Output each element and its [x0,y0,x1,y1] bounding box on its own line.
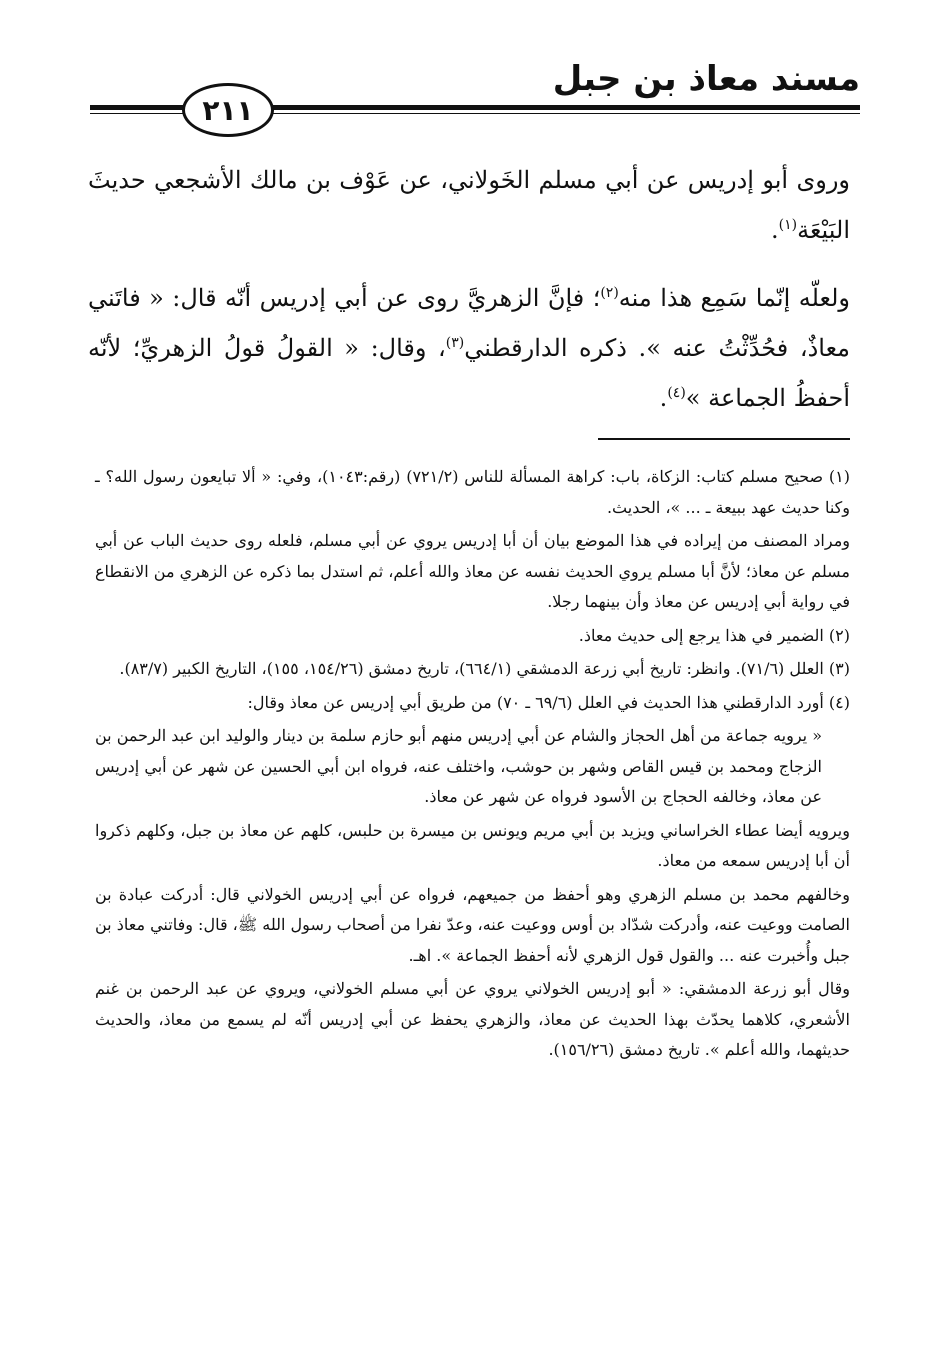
footnote-ref-2: (٢) [600,285,619,301]
footnote-1: (١) صحيح مسلم كتاب: الزكاة، باب: كراهة المسألة للناس (٧٢١/٢) (رقم:١٠٤٣)، وفي: « ألا تبايعون رسول الله؟ ـ وكنا حديث عهد ببيعة ـ ... »، الحديث. [95,467,851,517]
footnote-separator [598,438,850,440]
footnote-ref-1: (١) [778,217,798,233]
main-paragraph-2 [88,273,850,423]
main-paragraph-2-end: . [659,384,668,412]
footnote-4-quote-3: وخالفهم محمد بن مسلم الزهري وهو أحفظ من جميعهم، فرواه عن أبي إدريس الخولاني قال: أدركت عبادة بن الصامت ووعيت عنه، وأدركت شدّاد بن أوس ووعيت عنه، وعدّ نفرا من أصحاب رسول الله ﷺ، قال: وفاتني معاذ بن جبل وأُخبرت عنه ... والقول قول الزهري لأنه أحفظ الجماعة ». اهـ. [95,884,851,965]
footnote-4: (٤) أورد الدارقطني هذا الحديث في العلل (٦٩/٦ ـ ٧٠) من طريق أبي إدريس عن معاذ وقال: [247,692,850,712]
main-paragraph-1 [88,155,850,255]
main-paragraph-2-text-a: ولعلّه إنّما سَمِع هذا منه [618,284,850,312]
book-title: مسند معاذ بن جبل [552,59,860,99]
footnote-1-commentary: ومراد المصنف من إيراده في هذا الموضع بيان أن أبا إدريس يروي عن أبي مسلم، فلعله روى حديث الباب عن أبي مسلم عن معاذ؛ لأنَّ أبا مسلم يروي الحديث نفسه عن معاذ والله أعلم، ثم استدل بما ذكره عن الزهري من الانقطاع في رواية أبي إدريس عن معاذ وأن بينهما رجلا. [95,531,850,611]
footnote-4-quote-1: « يرويه جماعة من أهل الحجاز والشام عن أبي إدريس منهم أبو حازم سلمة بن دينار والوليد ابن عبد الرحمن بن الزجاج ومحمد بن قيس القاص وشهر بن حوشب، واختلف عنه، فرواه ابن أبي الحسين عن شهر عن أبي إدريس عن معاذ، وخالفه الحجاج بن الأسود فرواه عن شهر عن معاذ. [95,726,823,806]
page-number: ٢١١ [182,83,274,137]
main-text [88,155,850,441]
footnote-2: (٢) الضمير في هذا يرجع إلى حديث معاذ. [578,625,850,645]
main-paragraph-2-text-b: ؛ فإنَّ الزهريَّ روى عن أبي إدريس أنّه قال: « فاتَني معاذٌ، فحُدِّثْتُ عنه ». ذكره الدارقطني [88,284,850,362]
footnotes [95,462,850,1069]
page-header [90,55,860,135]
footnote-ref-3: (٣) [445,335,465,351]
main-paragraph-1-text: وروى أبو إدريس عن أبي مسلم الخَولاني، عن عَوْف بن مالك الأشجعي حديثَ البَيْعَة [88,166,850,244]
main-paragraph-1-end: . [770,216,779,244]
footnote-4-quote-2: ويرويه أيضا عطاء الخراساني ويزيد بن أبي مريم ويونس بن ميسرة بن حلبس، كلهم عن معاذ بن جبل، وكلهم ذكروا أن أبا إدريس سمعه من معاذ. [95,820,850,870]
footnote-4-quote-4: وقال أبو زرعة الدمشقي: « أبو إدريس الخولاني يروي عن أبي مسلم الخولاني، ويروي عن عبد الرحمن بن غنم الأشعري، كلاهما يحدّث بهذا الحديث عن معاذ، والزهري يحفظ عن أبي إدريس أنّه لم يسمع من معاذ، والحديث حديثهما، والله أعلم ». تاريخ دمشق (١٥٦/٢٦). [95,979,851,1059]
footnote-ref-4: (٤) [667,385,686,401]
footnote-3: (٣) العلل (٧١/٦). وانظر: تاريخ أبي زرعة الدمشقي (٦٦٤/١)، تاريخ دمشق (١٥٤/٢٦، ١٥٥)، التاريخ الكبير (٨٣/٧). [119,659,850,678]
main-paragraph-2-text-c: ، وقال: « القولُ قولُ الزهريِّ؛ لأنّه أحفظُ الجماعة » [88,334,850,412]
